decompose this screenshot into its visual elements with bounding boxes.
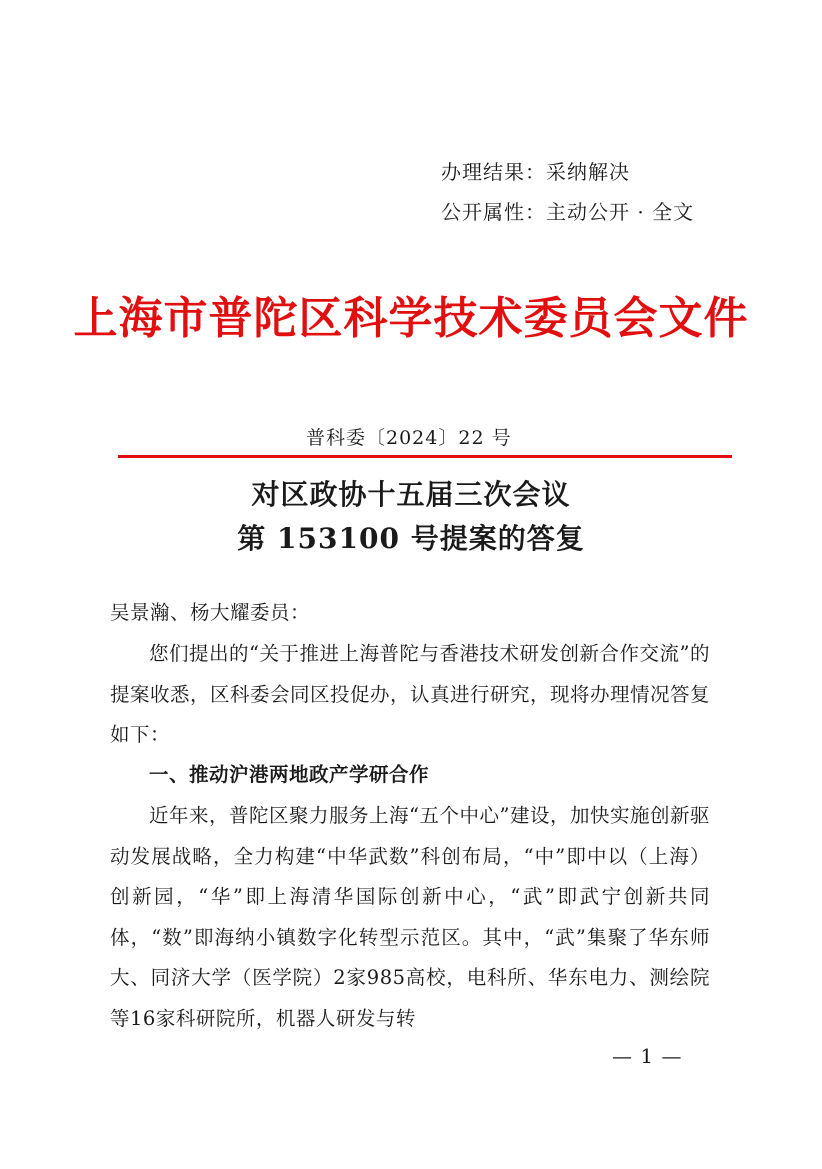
- handling-result: 办理结果：采纳解决: [441, 160, 630, 184]
- paragraph-section-1: [110, 796, 710, 1040]
- issuer-red-header: 上海市普陀区科学技术委员会文件: [73, 293, 749, 344]
- red-separator-line: [118, 455, 732, 458]
- salutation: [110, 593, 710, 634]
- document-title-line-2: 第 153100 号提案的答复: [237, 522, 585, 555]
- public-attribute: 公开属性：主动公开 · 全文: [441, 200, 695, 224]
- document-number: 普科委〔2024〕22 号: [306, 427, 512, 449]
- paragraph-section-1-text: 近年来，普陀区聚力服务上海“五个中心”建设，加快实施创新驱动发展战略，全力构建“中华武数”科创布局，“中”即中以（上海）创新园，“华”即上海清华国际创新中心，“武”即武宁创新共同体，“数”即海纳小镇数字化转型示范区。其中，“武”集聚了华东师大、同济大学（医学院）2家985高校，电科所、华东电力、测绘院等16家科研院所，机器人研发与转: [110, 804, 710, 1030]
- salutation-text: 吴景瀚、杨大耀委员：: [110, 601, 311, 624]
- paragraph-intro: [110, 634, 710, 756]
- paragraph-intro-text: 您们提出的“关于推进上海普陀与香港技术研发创新合作交流”的提案收悉，区科委会同区投促办，认真进行研究，现将办理情况答复如下：: [110, 642, 711, 747]
- section-heading-1-text: 一、推动沪港两地政产学研合作: [149, 763, 430, 786]
- section-heading-1: [110, 755, 710, 796]
- page-number: — 1 —: [612, 1044, 683, 1068]
- document-title-line-1: 对区政协十五届三次会议: [251, 478, 571, 511]
